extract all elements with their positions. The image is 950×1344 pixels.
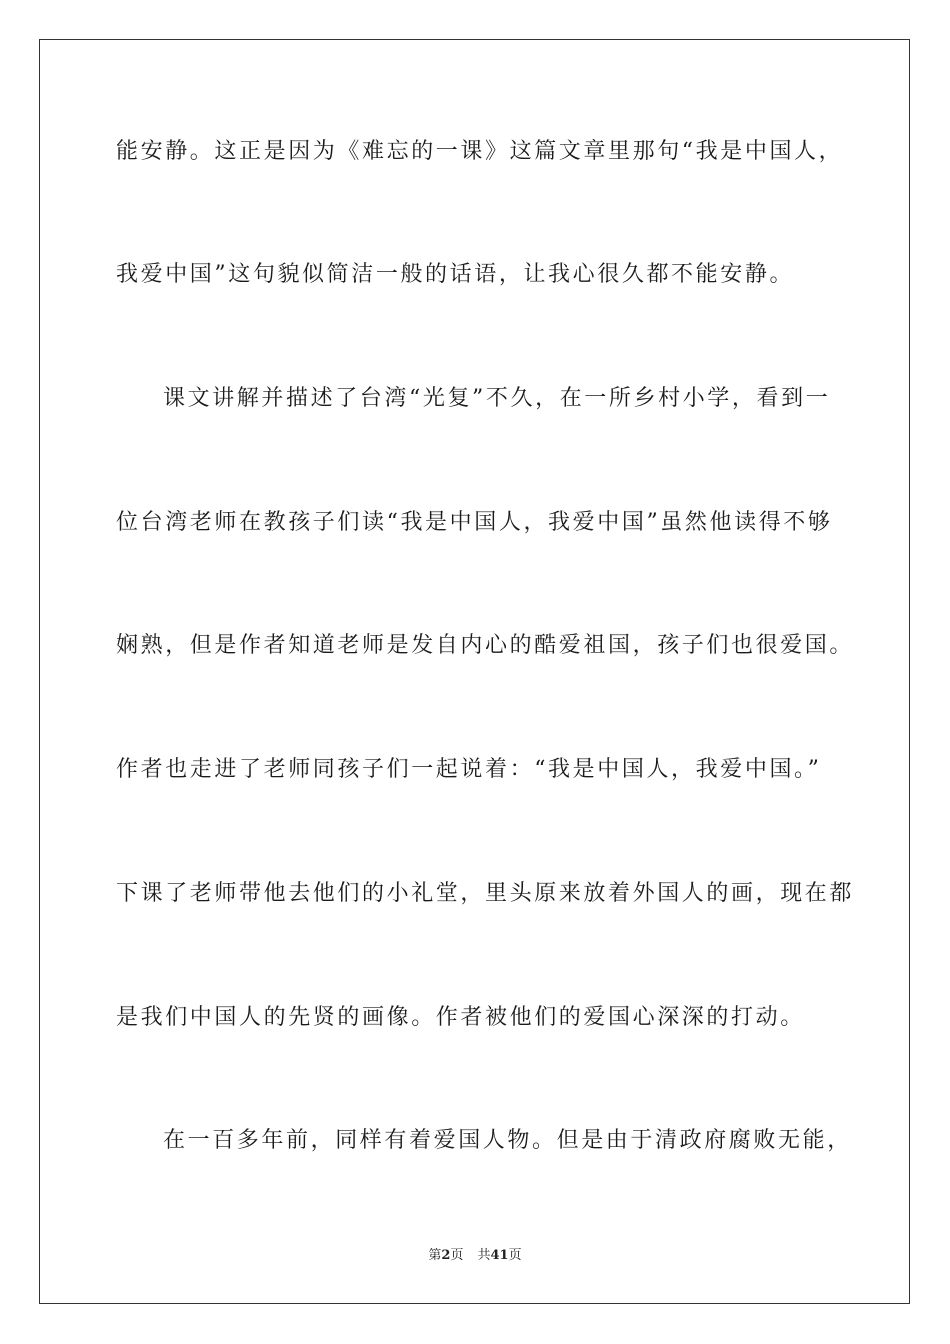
paragraph-line-3: 课文讲解并描述了台湾“光复”不久，在一所乡村小学，看到一	[163, 386, 831, 411]
paragraph-line-4: 位台湾老师在教孩子们读“我是中国人，我爱中国”虽然他读得不够	[116, 510, 833, 535]
paragraph-line-2: 我爱中国”这句貌似简洁一般的话语，让我心很久都不能安静。	[116, 262, 795, 287]
page-prefix: 第	[428, 1248, 442, 1263]
paragraph-line-5: 娴熟，但是作者知道老师是发自内心的酷爱祖国，孩子们也很爱国。	[116, 633, 855, 658]
page-total: 41	[490, 1248, 509, 1263]
paragraph-line-7: 下课了老师带他去他们的小礼堂，里头原来放着外国人的画，现在都	[116, 881, 855, 906]
page-suffix: 页	[450, 1248, 464, 1263]
paragraph-line-1: 能安静。这正是因为《难忘的一课》这篇文章里那句“我是中国人，	[116, 139, 844, 164]
paragraph-line-6: 作者也走进了老师同孩子们一起说着：“我是中国人，我爱中国。”	[116, 757, 822, 782]
total-prefix: 共	[477, 1248, 491, 1263]
paragraph-line-8: 是我们中国人的先贤的画像。作者被他们的爱国心深深的打动。	[116, 1005, 805, 1030]
paragraph-line-9: 在一百多年前，同样有着爱国人物。但是由于清政府腐败无能，	[163, 1128, 852, 1153]
page-footer	[0, 1247, 950, 1265]
total-suffix: 页	[508, 1248, 522, 1263]
page-current: 2	[441, 1248, 451, 1263]
page-border	[39, 39, 910, 1304]
